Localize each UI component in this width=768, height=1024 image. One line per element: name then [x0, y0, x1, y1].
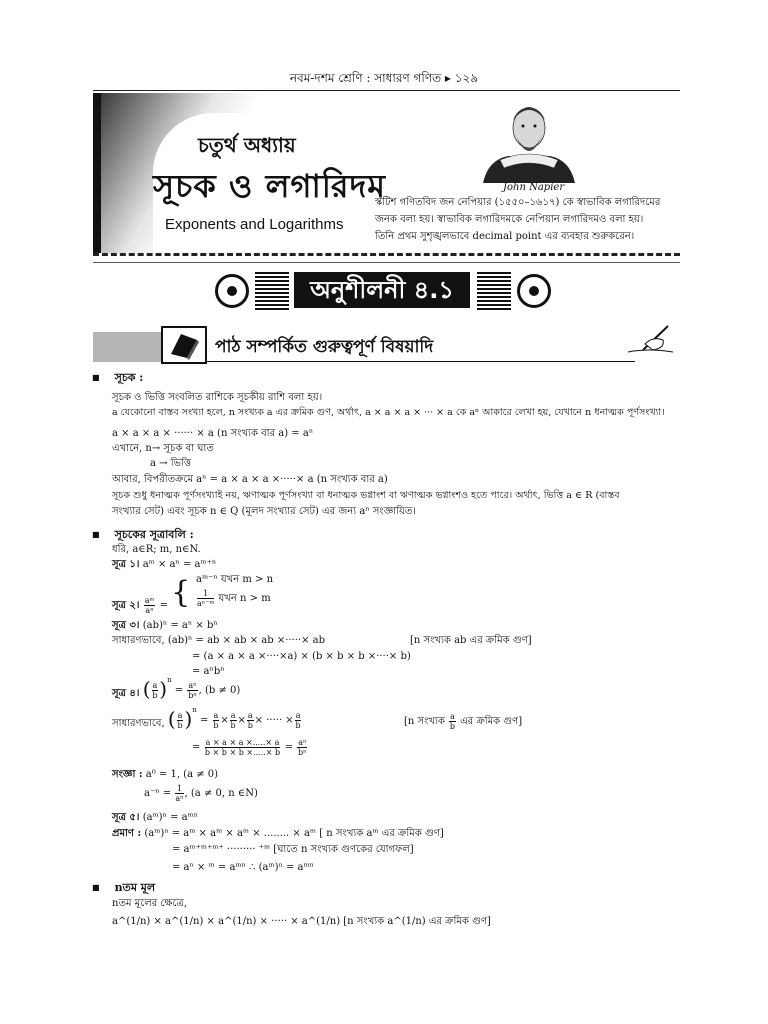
law-4: সূত্র ৪। ( $\frac{a}{b}$ )$^n$ = $\frac{\text{aⁿ}}{\text{bⁿ}}$ , (b ≠ 0): [112, 675, 241, 701]
header-rule: [93, 90, 680, 91]
topic-title: পাঠ সম্পর্কিত গুরুত্বপূর্ণ বিষয়াদি: [215, 337, 434, 357]
definition-negative: a⁻ⁿ = $\frac{1}{\text{aⁿ}}$ , (a ≠ 0, n ∈N): [144, 784, 258, 803]
banner-edge: [93, 93, 101, 253]
chapter-title-en: Exponents and Logarithms: [165, 216, 344, 233]
law-1: সূত্র ১। aᵐ × aⁿ = aᵐ⁺ⁿ: [112, 559, 217, 570]
proof: প্রমাণ : (aᵐ)ⁿ = aᵐ × aᵐ × aᵐ × ........ × aᵐ [ n সংখ্যক aᵐ এর ক্রমিক গুণ]: [112, 828, 444, 839]
law-4-general: সাধারণভাবে, ( $\frac{a}{b}$ )$^n$ = $\frac{a}{b}$ × $\frac{a}{b}$ × $\frac{a}{b}$ × ····· × $\frac{a}{b}$: [112, 705, 301, 731]
chapter-label: চতুর্থ অধ্যায়: [198, 133, 296, 157]
right-target-icon: [517, 274, 551, 308]
biography-text: স্কটিশ গণিতবিদ জন নেপিয়ার (১৫৫০–১৬১৭) কে স্বাভাবিক লগারিদমের জনক বলা হয়। স্বাভাবিক লগারিদমকে নেপিয়ান লগারিদমও বলা হয়। তিনি প্রথম সুশৃঙ্খলভাবে decimal point এর ব্যবহার শুরুকরেন।: [375, 197, 661, 242]
law-5: সূত্র ৫। (aᵐ)ⁿ = aᵐⁿ: [112, 812, 199, 823]
section-heading-nth-root: ■ nতম মূল: [92, 880, 155, 896]
topic-bar: [93, 326, 678, 362]
running-header: নবম-দশম শ্রেণি : সাধারণ গণিত ▸ ১২৯: [289, 71, 479, 85]
law-3: সূত্র ৩। (ab)ⁿ = aⁿ × bⁿ: [112, 620, 218, 631]
portrait-caption: John Napier: [503, 182, 565, 193]
law-4-expansion: = $\frac{a \times a \times a \times.....\times a}{b \times b \times b \times.....\times b}$ = $\frac{\text{aⁿ}}{\text{bⁿ}}$: [192, 738, 307, 757]
chapter-title-bn: সূচক ও লগারিদম: [153, 167, 387, 205]
banner-dashed-border: [93, 253, 680, 263]
left-target-icon: [215, 274, 249, 308]
law-2: সূত্র ২। $\frac{\text{aᵐ}}{\text{aⁿ}}$ = { aᵐ⁻ⁿ যখন m > n $\frac{1}{\text{aⁿ⁻ᵐ}}$ যখন n > m: [112, 574, 274, 615]
exercise-heading: [215, 270, 550, 312]
definition: সংজ্ঞা : a⁰ = 1, (a ≠ 0): [112, 769, 219, 780]
section-heading-exponent: ■ সূচক :: [92, 370, 143, 386]
law-4-note: [n সংখ্যক $\frac{a}{b}$ এর ক্রমিক গুণ]: [404, 712, 523, 731]
section-heading-laws: ■ সূচকের সূত্রাবলি :: [92, 527, 194, 543]
book-icon: [161, 326, 207, 364]
chapter-banner: [93, 93, 680, 261]
portrait-image: [478, 98, 580, 183]
exercise-title: অনুশীলনী ৪.১: [294, 272, 470, 308]
writing-hand-icon: [623, 322, 678, 362]
